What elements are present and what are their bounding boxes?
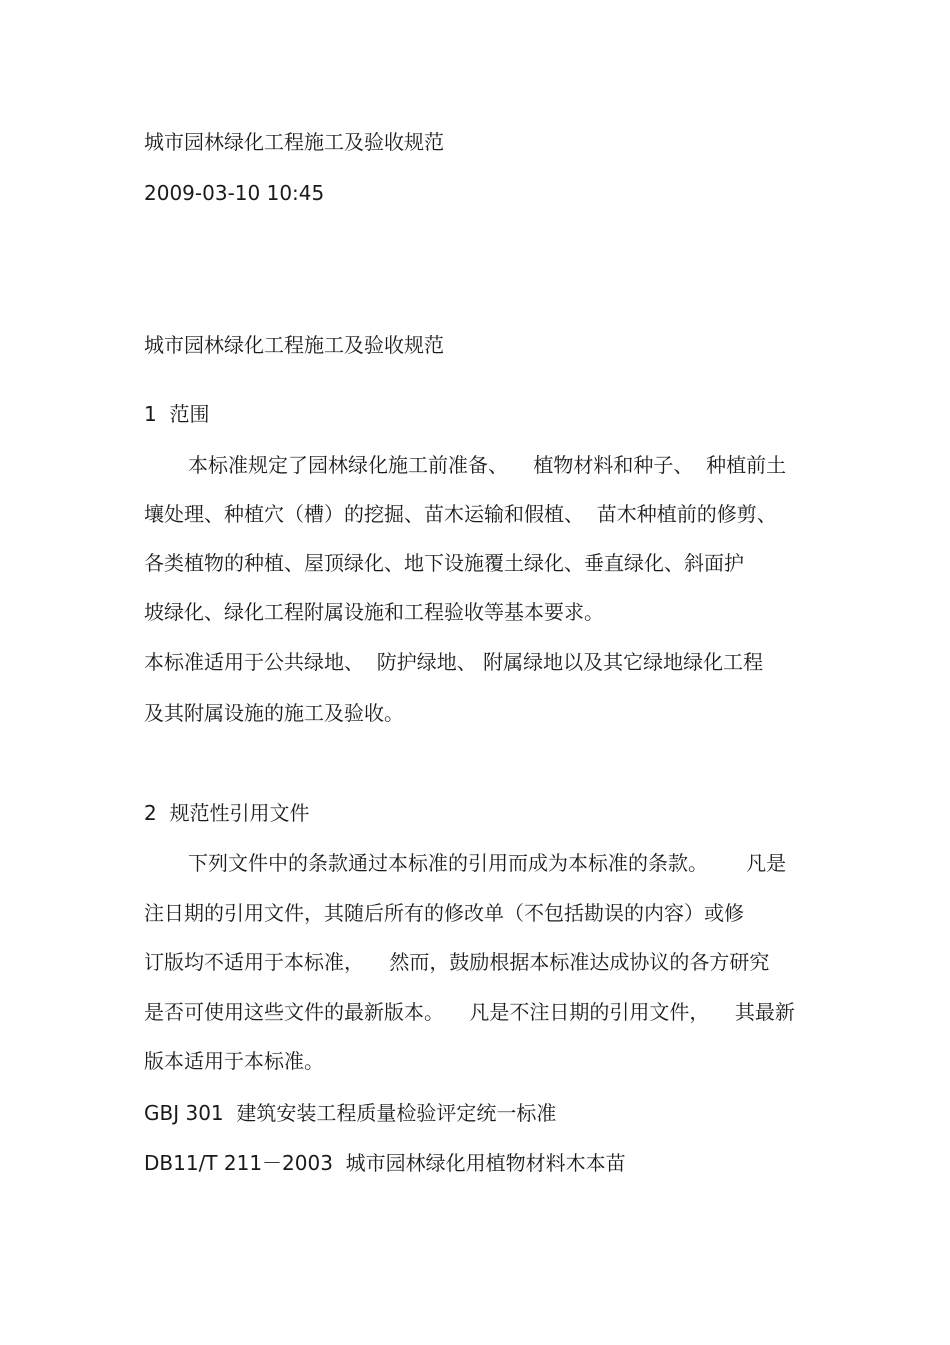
section-2-heading: 2 规范性引用文件 bbox=[144, 801, 310, 825]
section-2-paragraph-line: 下列文件中的条款通过本标准的引用而成为本标准的条款。 凡是 bbox=[188, 851, 787, 875]
header-date: 2009-03-10 10:45 bbox=[144, 181, 325, 205]
section-1-heading: 1 范围 bbox=[144, 402, 210, 426]
section-1-paragraph-line: 壤处理、种植穴（槽）的挖掘、苗木运输和假植、 苗木种植前的修剪、 bbox=[144, 502, 777, 526]
section-1-paragraph-line: 各类植物的种植、屋顶绿化、地下设施覆土绿化、垂直绿化、斜面护 bbox=[144, 551, 744, 575]
header-title: 城市园林绿化工程施工及验收规范 bbox=[144, 130, 444, 154]
section-1-paragraph-line: 坡绿化、绿化工程附属设施和工程验收等基本要求。 bbox=[144, 600, 604, 624]
section-1-paragraph-line: 本标准规定了园林绿化施工前准备、 植物材料和种子、 种植前土 bbox=[188, 453, 787, 477]
section-2-paragraph-line: 注日期的引用文件，其随后所有的修改单（不包括勘误的内容）或修 bbox=[144, 901, 744, 925]
document-title: 城市园林绿化工程施工及验收规范 bbox=[144, 333, 444, 357]
section-1-paragraph-line: 及其附属设施的施工及验收。 bbox=[144, 701, 404, 725]
section-2-paragraph-line: 订版均不适用于本标准， 然而，鼓励根据本标准达成协议的各方研究 bbox=[144, 950, 770, 974]
section-1-paragraph-line: 本标准适用于公共绿地、 防护绿地、 附属绿地以及其它绿地绿化工程 bbox=[144, 650, 764, 674]
section-2-paragraph-line: 是否可使用这些文件的最新版本。 凡是不注日期的引用文件， 其最新 bbox=[144, 1000, 795, 1024]
reference-item: DB11/T 211－2003 城市园林绿化用植物材料木本苗 bbox=[144, 1151, 626, 1175]
reference-item: GBJ 301 建筑安装工程质量检验评定统一标准 bbox=[144, 1101, 557, 1125]
section-2-paragraph-line: 版本适用于本标准。 bbox=[144, 1049, 324, 1073]
